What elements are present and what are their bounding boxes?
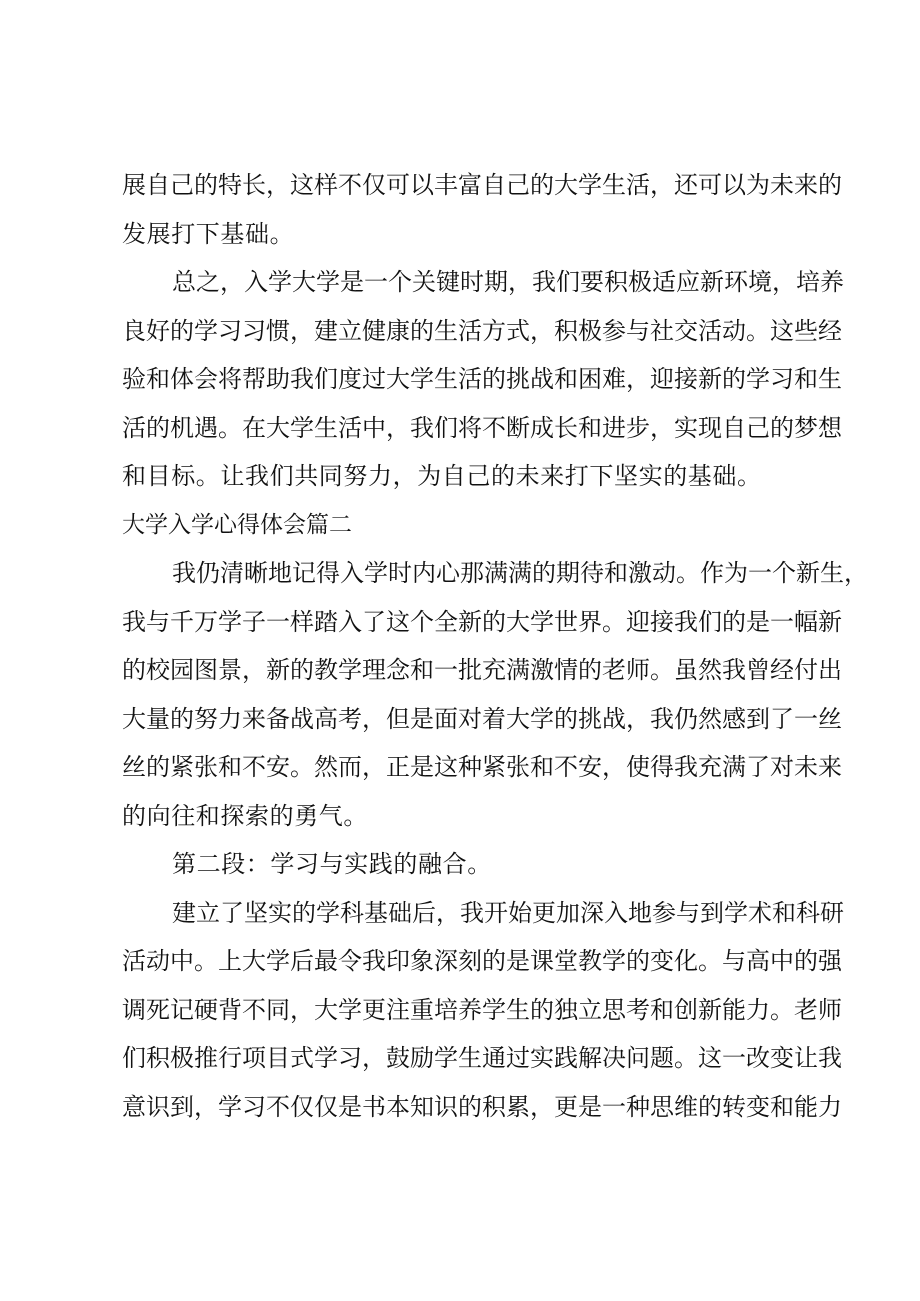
text-line: 展自己的特长，这样不仅可以丰富自己的大学生活，还可以为未来的 [122, 171, 842, 199]
text-line: 活动中。上大学后最令我印象深刻的是课堂教学的变化。与高中的强 [122, 947, 842, 975]
text-line: 意识到，学习不仅仅是书本知识的积累，更是一种思维的转变和能力 [122, 1092, 842, 1121]
text-line: 活的机遇。在大学生活中，我们将不断成长和进步，实现自己的梦想 [122, 413, 842, 442]
text-line: 的校园图景，新的教学理念和一批充满激情的老师。虽然我曾经付出 [122, 656, 842, 684]
section-heading: 大学入学心得体会篇二 [122, 511, 352, 538]
subsection-title: 第二段：学习与实践的融合。 [172, 850, 492, 878]
paragraph-first-line: 我仍清晰地记得入学时内心那满满的期待和激动。作为一个新生， [172, 559, 868, 587]
paragraph-first-line: 总之，入学大学是一个关键时期，我们要积极适应新环境，培养 [172, 268, 844, 296]
text-line: 的向往和探索的勇气。 [122, 801, 368, 830]
document-body [122, 161, 868, 1131]
text-line: 良好的学习习惯，建立健康的生活方式，积极参与社交活动。这些经 [122, 316, 842, 345]
text-line: 丝的紧张和不安。然而，正是这种紧张和不安，使得我充满了对未来 [122, 753, 842, 781]
text-line: 发展打下基础。 [122, 219, 295, 248]
text-line: 我与千万学子一样踏入了这个全新的大学世界。迎接我们的是一幅新 [122, 607, 842, 636]
text-line: 验和体会将帮助我们度过大学生活的挑战和困难，迎接新的学习和生 [122, 365, 842, 393]
text-line: 和目标。让我们共同努力，为自己的未来打下坚实的基础。 [122, 462, 762, 490]
text-line: 大量的努力来备战高考，但是面对着大学的挑战，我仍然感到了一丝 [122, 704, 842, 733]
text-line: 调死记硬背不同，大学更注重培养学生的独立思考和创新能力。老师 [122, 995, 842, 1024]
paragraph-first-line: 建立了坚实的学科基础后，我开始更加深入地参与到学术和科研 [172, 898, 844, 927]
text-line: 们积极推行项目式学习，鼓励学生通过实践解决问题。这一改变让我 [122, 1044, 842, 1072]
